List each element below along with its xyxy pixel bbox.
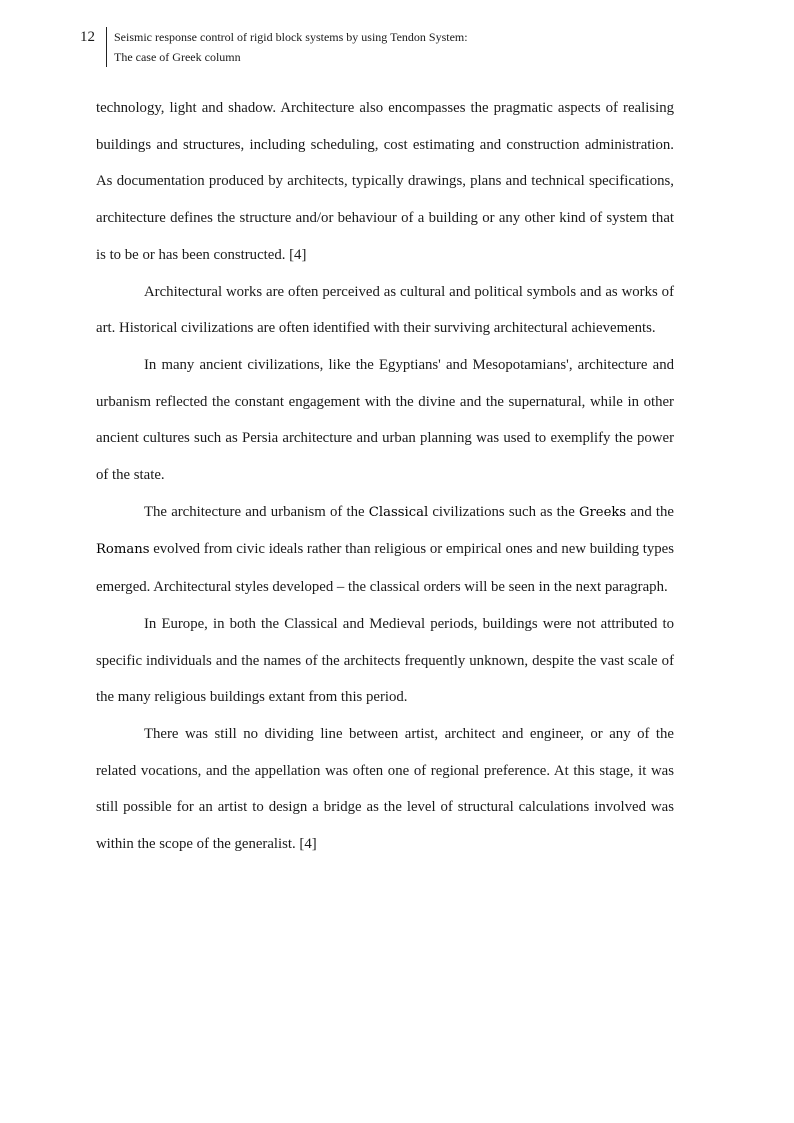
term-greeks: Greeks xyxy=(578,504,627,520)
term-romans: Romans xyxy=(96,542,150,558)
page-header xyxy=(80,27,468,67)
page-number: 12 xyxy=(80,29,95,45)
term-classical: Classical xyxy=(368,504,429,520)
paragraph-1: technology, light and shadow. Architecture also encompasses the pragmatic aspects of realising buildings and structures, including scheduling, cost estimating and construction administration. As documentation produced by architects, typically drawings, plans and technical specifications, architecture defines the structure and/or behaviour of a building or any other kind of system that is to be or has been constructed. [4] xyxy=(96,100,674,263)
running-title-line-2: The case of Greek column xyxy=(114,50,241,64)
header-divider xyxy=(106,27,107,67)
paragraph-4-text-3: and the xyxy=(626,503,674,520)
paragraph-5: In Europe, in both the Classical and Medieval periods, buildings were not attributed to specific individuals and the names of the architects frequently unknown, despite the vast scale of the many religious buildings extant from this period. xyxy=(96,615,674,706)
paragraph-4-text-4: evolved from civic ideals rather than religious or empirical ones and new building types emerged. Architectural styles developed – the classical orders will be seen in the next paragraph. xyxy=(96,541,674,596)
running-title-line-1: Seismic response control of rigid block systems by using Tendon System: xyxy=(114,30,468,44)
paragraph-4 xyxy=(96,494,674,606)
paragraph-3: In many ancient civilizations, like the Egyptians' and Mesopotamians', architecture and urbanism reflected the constant engagement with the divine and the supernatural, while in other ancient cultures such as Persia architecture and urban planning was used to exemplify the power of the state. xyxy=(96,356,674,484)
paragraph-4-text-2: civilizations such as the xyxy=(428,503,579,520)
body-text xyxy=(96,90,674,863)
paragraph-6: There was still no dividing line between artist, architect and engineer, or any of the related vocations, and the appellation was often one of regional preference. At this stage, it was still possible for an artist to design a bridge as the level of structural calculations involved was within the scope of the generalist. [4] xyxy=(96,725,674,853)
paragraph-2: Architectural works are often perceived as cultural and political symbols and as works of art. Historical civilizations are often identified with their surviving architectural achievements. xyxy=(96,283,674,337)
paragraph-4-text-1: The architecture and urbanism of the xyxy=(144,503,369,520)
running-title xyxy=(114,27,468,67)
